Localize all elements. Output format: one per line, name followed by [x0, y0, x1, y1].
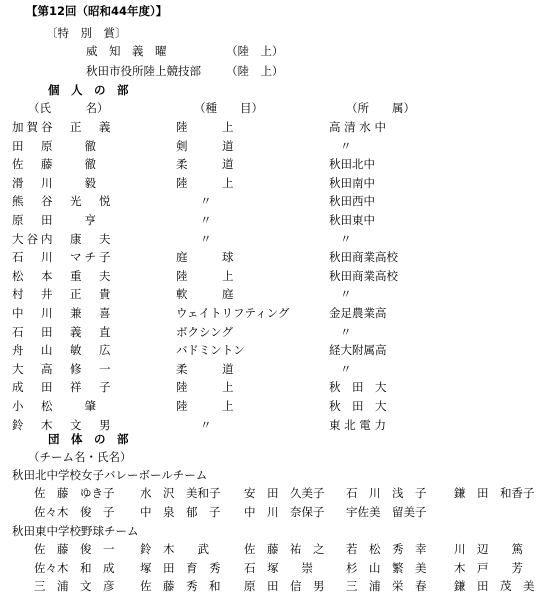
individual-row-event: 柔 道 [176, 157, 234, 171]
team-member-name: 中 川 奈保子 [244, 504, 325, 519]
team-col-label: （チーム名・氏名） [28, 450, 132, 464]
team-name: 秋田東中学校野球チーム [12, 524, 139, 538]
team-member-name: 佐々木 俊 子 [34, 504, 115, 519]
individual-row-name: 松 本 重 夫 [12, 269, 114, 283]
team-member-name: 安 田 久美子 [244, 486, 325, 500]
individual-row-name: 大谷内 康 夫 [12, 232, 114, 246]
team-member-name: 水 沢 美和子 [140, 486, 221, 500]
individual-row-affiliation: 秋田北中 [329, 157, 375, 171]
individual-row-event: 〃 [200, 213, 212, 227]
individual-row-event: 庭 球 [176, 250, 234, 264]
individual-row-name: 成 田 祥 子 [12, 380, 114, 394]
special-award-category-2: （陸 上） [226, 64, 284, 78]
individual-row-affiliation: 秋田南中 [329, 176, 375, 190]
team-name: 秋田北中学校女子バレーボールチーム [12, 468, 208, 482]
individual-row-name: 佐 藤 徹 [12, 157, 99, 171]
individual-row-affiliation: 秋 田 大 [329, 399, 387, 413]
individual-row-name: 石 田 義 直 [12, 325, 114, 339]
individual-row-name: 原 田 亨 [12, 213, 99, 227]
individual-row-affiliation: 〃 [340, 325, 352, 339]
individual-row-event: ウェイトリフティング [176, 306, 290, 320]
team-member-name: 石 川 浅 子 [346, 486, 427, 500]
individual-row-affiliation: 高 清 水 中 [329, 120, 386, 134]
individual-row-name: 村 井 正 貴 [12, 287, 114, 301]
individual-row-event: 陸 上 [176, 380, 234, 394]
special-award-category-1: （陸 上） [226, 44, 284, 58]
individual-row-affiliation: 〃 [340, 232, 352, 246]
individual-row-event: バドミントン [176, 343, 245, 357]
team-member-name: 鎌 田 和香子 [454, 486, 535, 500]
team-member-name: 鈴 木 武 [140, 542, 209, 556]
individual-row-event: 〃 [200, 418, 212, 432]
individual-row-event: 柔 道 [176, 362, 234, 376]
individual-row-affiliation: 〃 [340, 362, 352, 376]
individual-row-name: 石 川 マチ子 [12, 250, 114, 264]
individual-row-name: 舟 山 敏 広 [12, 343, 114, 357]
team-member-name: 三 浦 栄 春 [346, 579, 427, 593]
team-member-name: 佐 藤 祐 之 [244, 542, 325, 556]
individual-row-affiliation: 経大附属高 [329, 343, 387, 357]
individual-row-name: 加賀谷 正 義 [12, 120, 114, 134]
individual-row-event: 陸 上 [176, 269, 234, 283]
individual-row-affiliation: 秋田商業高校 [329, 250, 398, 264]
team-member-name: 石 塚 崇 [244, 560, 313, 575]
individual-row-affiliation: 〃 [340, 139, 352, 153]
individual-row-event: 剣 道 [176, 139, 234, 153]
individual-row-affiliation: 秋 田 大 [329, 380, 387, 394]
team-member-name: 木 戸 芳 [454, 560, 523, 575]
individual-row-name: 滑 川 毅 [12, 176, 99, 190]
team-member-name: 宇佐美 留美子 [346, 504, 427, 519]
individual-row-name: 中 川 兼 喜 [12, 306, 114, 320]
individual-row-event: 軟 庭 [176, 287, 234, 301]
individual-row-affiliation: 秋田商業高校 [329, 269, 398, 283]
team-member-name: 佐々木 和 成 [34, 560, 115, 575]
individual-row-affiliation: 金足農業高 [329, 306, 387, 320]
individual-row-affiliation: 東 北 電 力 [329, 418, 386, 432]
team-member-name: 三 浦 文 彦 [34, 579, 115, 593]
individual-row-event: 陸 上 [176, 176, 234, 190]
individual-row-name: 田 原 徹 [12, 139, 99, 153]
team-member-name: 佐 藤 ゆき子 [34, 486, 115, 500]
team-member-name: 塚 田 育 秀 [140, 560, 221, 575]
team-member-name: 中 泉 郁 子 [140, 504, 221, 519]
individual-row-event: 〃 [200, 194, 212, 208]
team-member-name: 若 松 秀 幸 [346, 542, 427, 556]
individual-row-name: 熊 谷 光 悦 [12, 194, 114, 208]
individual-section-heading: 個 人 の 部 [48, 83, 129, 97]
individual-row-name: 小 松 肇 [12, 399, 99, 413]
individual-row-event: 〃 [200, 232, 212, 246]
individual-row-name: 鈴 木 文 男 [12, 418, 114, 432]
individual-row-event: 陸 上 [176, 399, 234, 413]
page-header: 【第12回（昭和44年度）】 [26, 4, 168, 18]
individual-row-event: ボクシング [176, 325, 233, 339]
team-member-name: 鎌 田 茂 美 [454, 579, 535, 593]
col-header-name: （氏 名） [28, 101, 109, 115]
team-member-name: 原 田 信 男 [244, 579, 325, 593]
col-header-event: （種 目） [194, 101, 263, 115]
individual-row-name: 大 高 修 一 [12, 362, 114, 376]
special-award-name-1: 威 知 義 曜 [86, 44, 167, 58]
special-award-heading: 〔特 別 賞〕 [46, 26, 127, 40]
individual-row-affiliation: 秋田東中 [329, 213, 375, 227]
team-member-name: 杉 山 繁 美 [346, 560, 427, 575]
individual-row-affiliation: 〃 [340, 287, 352, 301]
special-award-name-2: 秋田市役所陸上競技部 [86, 64, 201, 78]
team-section-heading: 団 体 の 部 [48, 432, 129, 446]
team-member-name: 佐 藤 秀 和 [140, 579, 221, 593]
team-member-name: 佐 藤 俊 一 [34, 542, 115, 556]
individual-row-affiliation: 秋田西中 [329, 194, 375, 208]
team-member-name: 川 辺 篤 [454, 542, 523, 556]
individual-row-event: 陸 上 [176, 120, 234, 134]
col-header-affiliation: （所 属） [346, 101, 415, 115]
